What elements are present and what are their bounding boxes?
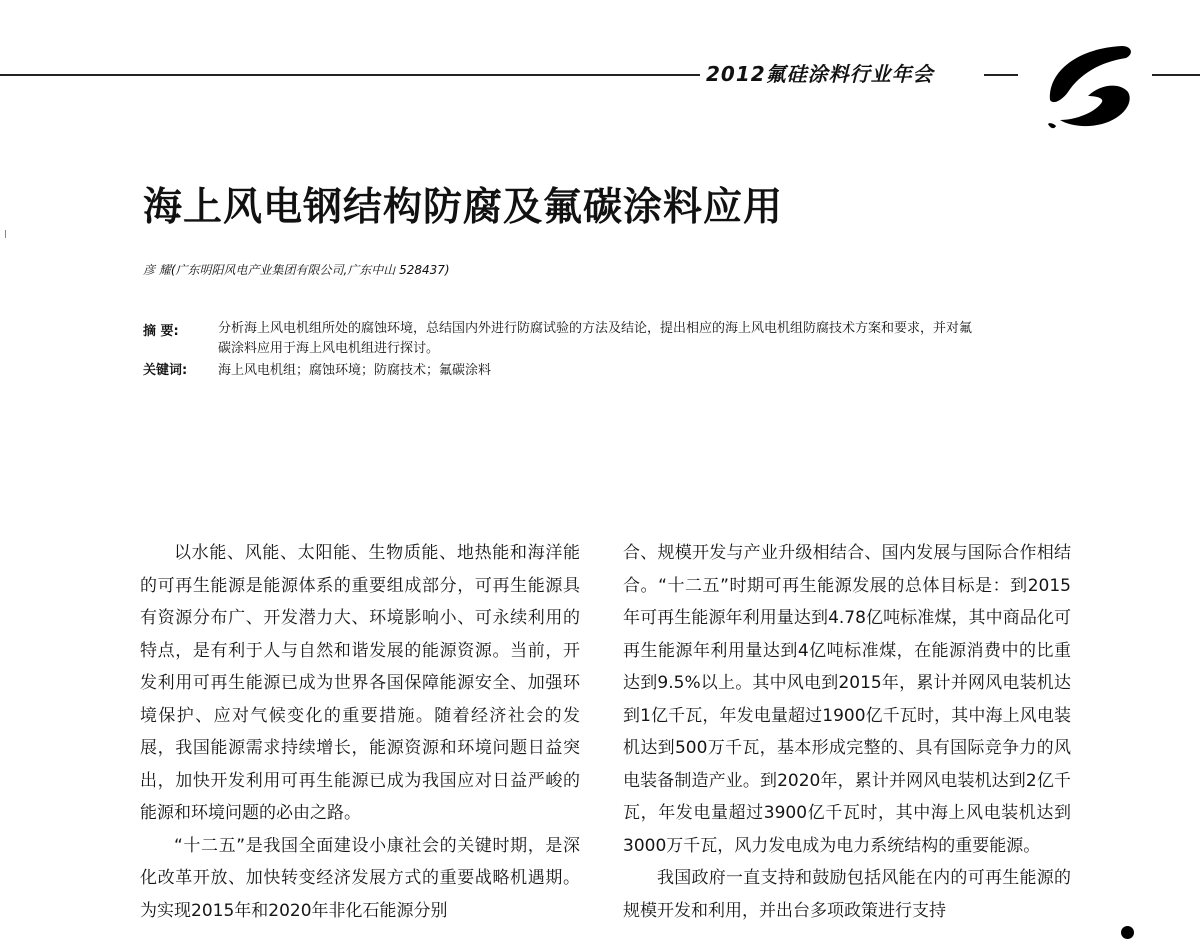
body-paragraph: 我国政府一直支持和鼓励包括风能在内的可再生能源的规模开发和利用，并出台多项政策进行支持 <box>623 868 1071 921</box>
header-rule-right <box>1152 74 1200 76</box>
body-paragraph: 合、规模开发与产业升级相结合、国内发展与国际合作相结合。“十二五”时期可再生能源发展的总体目标是：到2015年可再生能源年利用量达到4.78亿吨标准煤，其中商品化可再生能源年利用量达到4亿吨标准煤，在能源消费中的比重达到9.5%以上。其中风电到2015年，累计并网风电装机达到1亿千瓦，年发电量超过1900亿千瓦时，其中海上风电装机达到500万千瓦，基本形成完整的、具有国际竞争力的风电装备制造产业。到2020年，累计并网风电装机达到2亿千瓦，年发电量超过3900亿千瓦时，其中海上风电装机达到3000万千瓦，风力发电成为电力系统结构的重要能源。 <box>623 543 1071 856</box>
keywords-label: 关键词: <box>143 363 188 378</box>
margin-mark <box>5 230 6 238</box>
header-rule-middle <box>984 74 1018 76</box>
body-paragraph: “十二五”是我国全面建设小康社会的关键时期，是深化改革开放、加快转变经济发展方式的重要战略机遇期。为实现2015年和2020年非化石能源分别 <box>140 835 580 921</box>
body-paragraph: 以水能、风能、太阳能、生物质能、地热能和海洋能的可再生能源是能源体系的重要组成部分，可再生能源具有资源分布广、开发潜力大、环境影响小、可永续利用的特点，是有利于人与自然和谐发展的能源资源。当前，开发利用可再生能源已成为世界各国保障能源安全、加强环境保护、应对气候变化的重要措施。随着经济社会的发展，我国能源需求持续增长，能源资源和环境问题日益突出，加快开发利用可再生能源已成为我国应对日益严峻的能源和环境问题的必由之路。 <box>140 543 580 823</box>
header-rule-left <box>0 74 700 76</box>
conference-logo-icon <box>1040 40 1134 132</box>
abstract-text: 分析海上风电机组所处的腐蚀环境，总结国内外进行防腐试验的方法及结论，提出相应的海上风电机组防腐技术方案和要求，并对氟碳涂料应用于海上风电机组进行探讨。 <box>218 321 973 356</box>
body-column-left <box>140 537 580 952</box>
abstract-label: 摘 要: <box>143 324 179 339</box>
running-header-title: 2012氟硅涂料行业年会 <box>706 62 934 86</box>
article-title: 海上风电钢结构防腐及氟碳涂料应用 <box>143 185 784 230</box>
body-column-right <box>623 537 1071 952</box>
page-dot-mark <box>1121 926 1134 939</box>
keywords-text: 海上风电机组；腐蚀环境；防腐技术；氟碳涂料 <box>218 363 492 378</box>
author-affiliation: 彦 耀(广东明阳风电产业集团有限公司,广东中山 528437) <box>143 263 450 277</box>
